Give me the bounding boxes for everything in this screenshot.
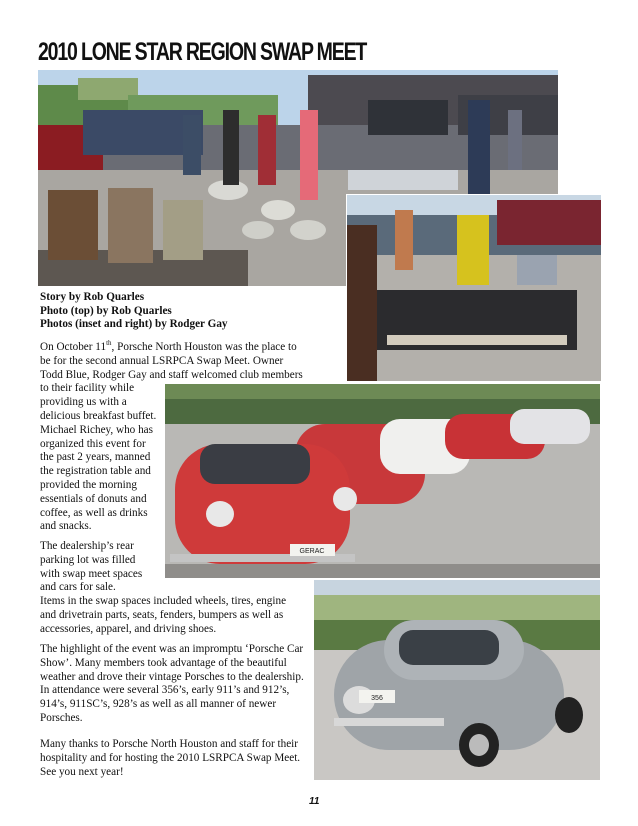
text-line: providing us with a bbox=[40, 396, 127, 409]
credit-line: Photos (inset and right) by Rodger Gay bbox=[40, 318, 228, 331]
paragraph-intro bbox=[40, 341, 303, 534]
text-line: be for the second annual LSRPCA Swap Meet. Owner bbox=[40, 354, 284, 367]
text-line: Porsches. bbox=[40, 711, 83, 724]
text-line: with swap meet spaces bbox=[40, 567, 143, 580]
paragraph-parking-lot bbox=[40, 540, 286, 637]
text-line: provided the morning bbox=[40, 478, 137, 491]
paragraph-car-show bbox=[40, 643, 304, 726]
text-line: On October 11th, Porsche North Houston was the place to bbox=[40, 339, 297, 353]
text-line: and snacks. bbox=[40, 520, 92, 533]
text-line: The dealership’s rear bbox=[40, 540, 134, 552]
text-line: Items in the swap spaces included wheels, tires, engine bbox=[40, 595, 287, 608]
text-line: essentials of donuts and bbox=[40, 492, 147, 505]
text-line: accessories, apparel, and driving shoes. bbox=[40, 622, 217, 635]
photo-silver-356 bbox=[314, 580, 600, 780]
text-line: weather and drove their vintage Porsches to the dealership. bbox=[40, 670, 304, 683]
license-plate-text: GERAC bbox=[299, 548, 325, 555]
text-line: hospitality and for hosting the 2010 LSRPCA Swap Meet. bbox=[40, 751, 301, 764]
text-line: parking lot was filled bbox=[40, 553, 136, 566]
text-line: The highlight of the event was an impromptu ‘Porsche Car bbox=[40, 643, 304, 655]
text-line: delicious breakfast buffet. bbox=[40, 409, 157, 422]
photo-swap-meet-inset bbox=[346, 194, 602, 382]
photo-credits bbox=[40, 291, 228, 332]
text-line: and drivetrain parts, seats, fenders, bumpers as well as bbox=[40, 608, 284, 621]
credit-line: Photo (top) by Rob Quarles bbox=[40, 304, 172, 317]
article-title: 2010 LONE STAR REGION SWAP MEET bbox=[38, 38, 367, 66]
text-line: the registration table and bbox=[40, 465, 151, 478]
text-line: Michael Richey, who has bbox=[40, 423, 153, 436]
text-line: Show’. Many members took advantage of the beautiful bbox=[40, 656, 287, 669]
text-line: the past 2 years, manned bbox=[40, 451, 151, 464]
paragraph-thanks bbox=[40, 738, 300, 779]
text-line: In attendance were several 356’s, early 911’s and 912’s, bbox=[40, 684, 290, 697]
text-line: Many thanks to Porsche North Houston and staff for their bbox=[40, 738, 298, 750]
text-line: 914’s, 911SC’s, 928’s as well as all manner of newer bbox=[40, 698, 277, 711]
text-line: coffee, as well as drinks bbox=[40, 506, 148, 519]
license-plate-text: 356 bbox=[371, 695, 383, 702]
page-number: 11 bbox=[309, 796, 320, 807]
text-line: Todd Blue, Rodger Gay and staff welcomed club members bbox=[40, 368, 303, 381]
credit-line: Story by Rob Quarles bbox=[40, 291, 145, 303]
text-line: See you next year! bbox=[40, 765, 124, 778]
text-line: and cars for sale. bbox=[40, 581, 116, 594]
text-line: to their facility while bbox=[40, 382, 135, 395]
text-line: organized this event for bbox=[40, 437, 146, 450]
